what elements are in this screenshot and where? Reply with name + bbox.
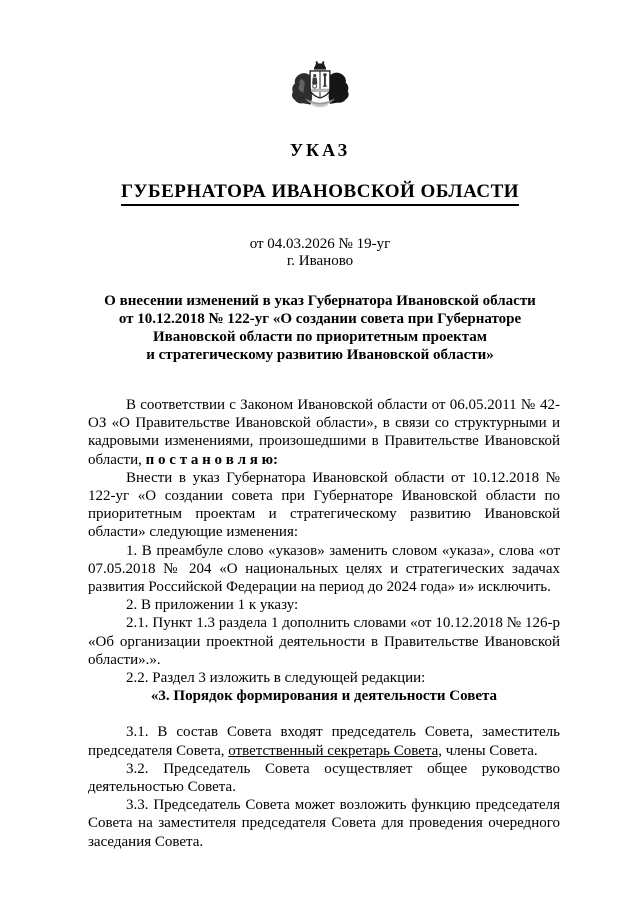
subject-line: Ивановской области по приоритетным проектам (152, 329, 488, 345)
text-segment: 3.2. Председатель Совета осуществляет общее руководство деятельностью Совета. (88, 760, 560, 796)
resolve-word: п о с т а н о в л я ю: (145, 451, 279, 468)
place-line: г. Иваново (286, 253, 354, 269)
text-segment: члены Совета. (442, 742, 538, 759)
item-2-paragraph (88, 596, 560, 614)
section-3-heading (88, 687, 560, 705)
document-type-title: УКАЗ (289, 140, 351, 160)
item-2-1-paragraph (88, 614, 560, 669)
authority-title: ГУБЕРНАТОРА ИВАНОВСКОЙ ОБЛАСТИ (121, 181, 519, 206)
item-3-2-paragraph (88, 760, 560, 796)
ivanovo-oblast-coat-of-arms-icon (287, 60, 353, 132)
item-3-1-paragraph (88, 723, 560, 759)
item-3-3-paragraph (88, 796, 560, 851)
amendment-intro-paragraph (88, 469, 560, 542)
text-segment: 2.1. Пункт 1.3 раздела 1 дополнить словами «от 10.12.2018 № 126-р «Об организации проектной деятельности в Правительстве Ивановской области».». (88, 615, 560, 668)
authority-title-row (0, 181, 640, 206)
text-segment: 2. В приложении 1 к указу: (126, 597, 299, 614)
decree-subject (0, 292, 640, 364)
underlined-secretary-phrase: ответственный секретарь Совета, (228, 742, 442, 759)
section-3-heading-text: «3. Порядок формирования и деятельности Совета (150, 688, 498, 705)
subject-line: и стратегическому развитию Ивановской области» (146, 347, 494, 363)
text-segment: Внести в указ Губернатора Ивановской области от 10.12.2018 № 122-уг «О создании совета при Губернаторе Ивановской области по приоритетным проектам и стратегическому развитию Ивановской области» следующие изменения: (88, 469, 560, 541)
text-segment: В соответствии с Законом Ивановской области от 06.05.2011 № 42-ОЗ «О Правительстве Ивановской области», в связи со структурными и кадровыми изменениями, произошедшими в Правительстве Ивановской области, (88, 397, 560, 468)
text-segment: 1. В преамбуле слово «указов» заменить словом «указа», слова «от 07.05.2018 № 204 «О национальных целях и стратегических задачах развития Российской Федерации на период до 2024 года» и» исключить. (88, 542, 560, 596)
decree-body (88, 396, 560, 851)
text-segment: 3.1. В состав Совета входят председатель Совета, заместитель председателя Совета, (88, 724, 560, 759)
emblem-container (0, 0, 640, 132)
item-1-paragraph (88, 542, 560, 597)
subject-line: О внесении изменений в указ Губернатора Ивановской области (104, 293, 536, 309)
item-2-2-paragraph (88, 669, 560, 687)
date-and-number: от 04.03.2026 № 19-уг (249, 236, 391, 252)
preamble-paragraph (88, 396, 560, 469)
text-segment: 2.2. Раздел 3 изложить в следующей редакции: (126, 670, 426, 687)
subject-line: от 10.12.2018 № 122-уг «О создании совета при Губернаторе (118, 311, 522, 327)
text-segment: 3.3. Председатель Совета может возложить функцию председателя Совета на заместителя председателя Совета для проведения очередного заседания Совета. (88, 797, 560, 850)
